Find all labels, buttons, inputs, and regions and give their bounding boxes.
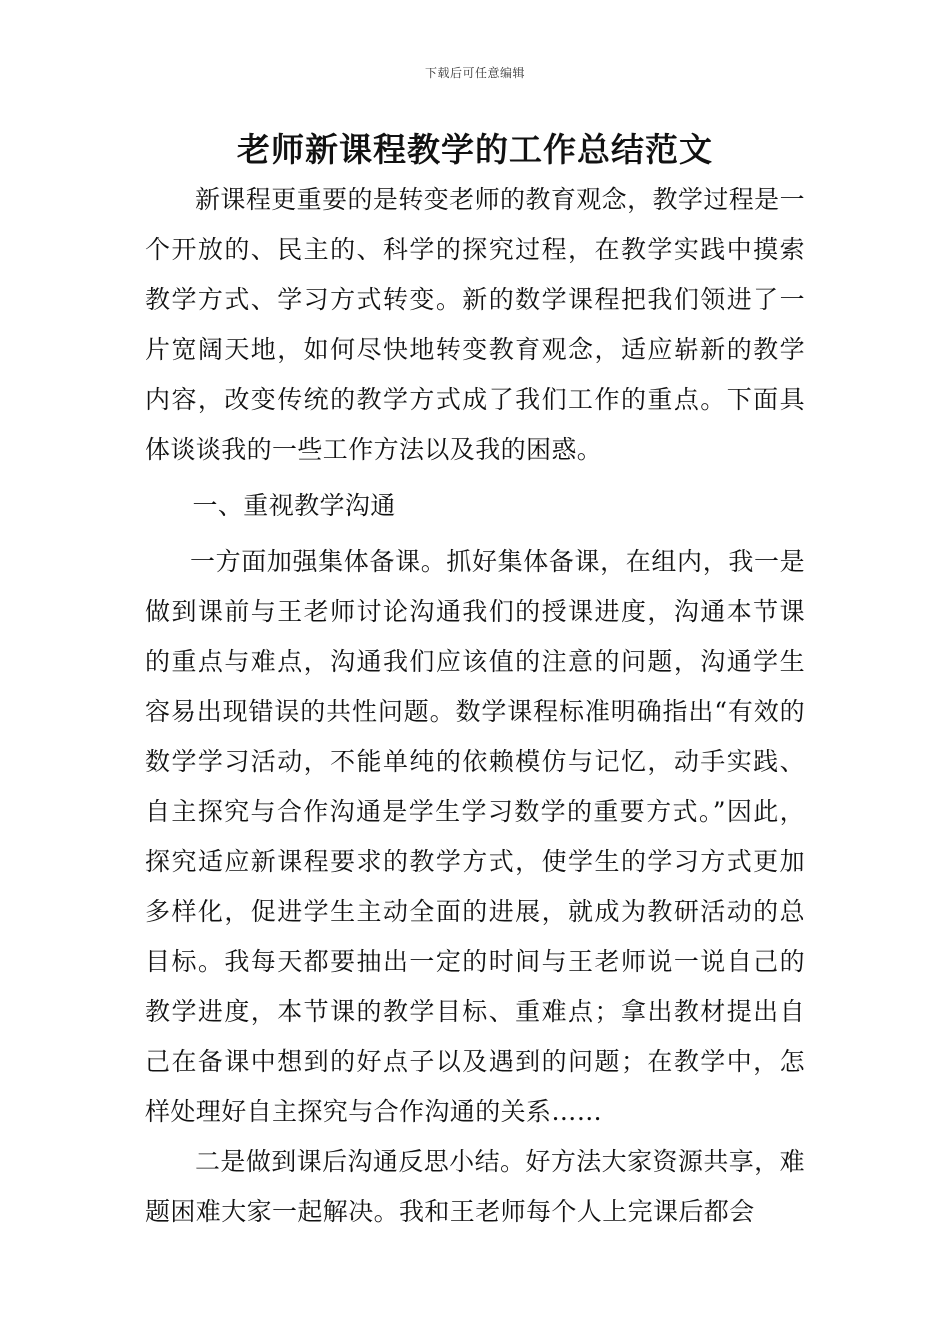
header-note: 下载后可任意编辑 — [424, 66, 525, 80]
paragraph-intro: 新课程更重要的是转变老师的教育观念，教学过程是一个开放的、民主的、科学的探究过程，在教学实践中摸索教学方式、学习方式转变。新的数学课程把我们领进了一片宽阔天地，如何尽快地转变教育观念，适应崭新的教学内容，改变传统的教学方式成了我们工作的重点。下面具体谈谈我的一些工作方法以及我的困惑。 — [145, 185, 805, 464]
section-heading: 一、重视教学沟通 — [192, 491, 396, 520]
document-title: 老师新课程教学的工作总结范文 — [237, 130, 713, 169]
paragraph-post-class-reflection: 二是做到课后沟通反思小结。好方法大家资源共享，难题困难大家一起解决。我和王老师每个人上完课后都会 — [145, 1147, 805, 1226]
document-body — [145, 175, 805, 1237]
paragraph-collective-prep: 一方面加强集体备课。抓好集体备课，在组内，我一是做到课前与王老师讨论沟通我们的授课进度，沟通本节课的重点与难点，沟通我们应该值的注意的问题，沟通学生容易出现错误的共性问题。数学课程标准明确指出“有效的数学学习活动，不能单纯的依赖模仿与记忆，动手实践、自主探究与合作沟通是学生学习数学的重要方式。”因此，探究适应新课程要求的教学方式，使学生的学习方式更加多样化，促进学生主动全面的进展，就成为教研活动的总目标。我每天都要抽出一定的时间与王老师说一说自己的教学进度，本节课的教学目标、重难点；拿出教材提出自己在备课中想到的好点子以及遇到的问题；在教学中，怎样处理好自主探究与合作沟通的关系…… — [145, 547, 805, 1126]
